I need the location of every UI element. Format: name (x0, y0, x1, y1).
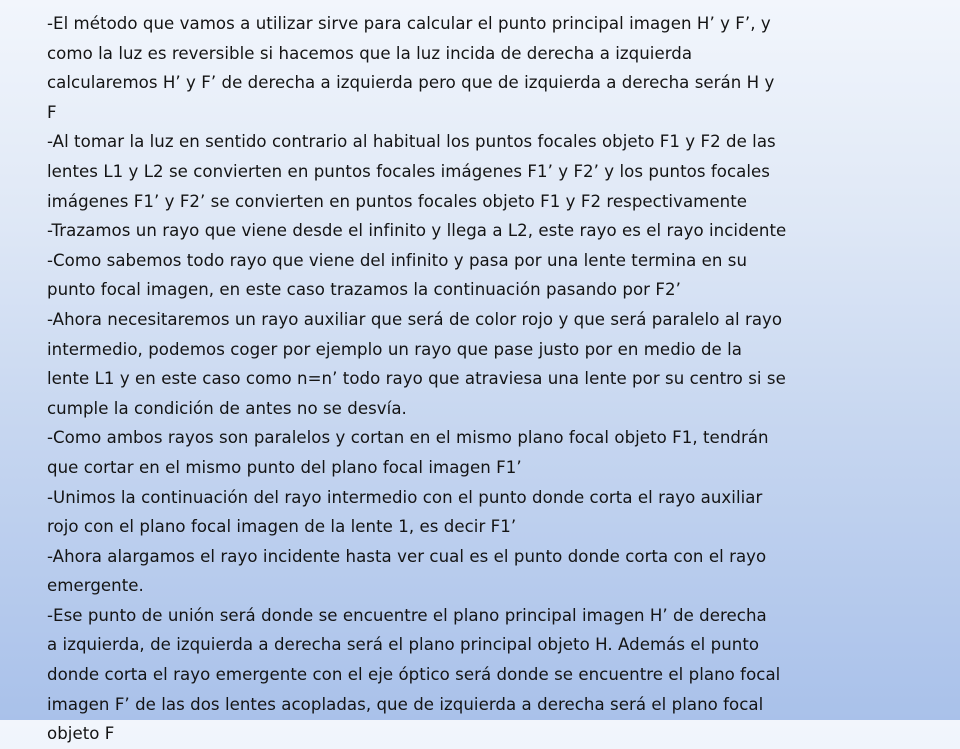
text-line: objeto F (47, 724, 115, 744)
text-line: -Como ambos rayos son paralelos y cortan en el mismo plano focal objeto F1, tendrán (47, 428, 769, 448)
text-line: F (47, 102, 57, 122)
text-line: imagen F’ de las dos lentes acopladas, que de izquierda a derecha será el plano focal (47, 694, 764, 714)
text-line: -Ese punto de unión será donde se encuentre el plano principal imagen H’ de derecha (47, 605, 767, 625)
text-line: como la luz es reversible si hacemos que la luz incida de derecha a izquierda (47, 43, 693, 63)
text-line: -Ahora necesitaremos un rayo auxiliar que será de color rojo y que será paralelo al rayo (47, 309, 783, 329)
text-line: donde corta el rayo emergente con el eje óptico será donde se encuentre el plano focal (47, 665, 781, 685)
slide-body-text (47, 9, 907, 749)
text-line: -Trazamos un rayo que viene desde el infinito y llega a L2, este rayo es el rayo incidente (47, 221, 787, 241)
text-line: a izquierda, de izquierda a derecha será el plano principal objeto H. Además el punto (47, 635, 760, 655)
text-line: -El método que vamos a utilizar sirve para calcular el punto principal imagen H’ y F’, y (47, 14, 771, 33)
text-line: intermedio, podemos coger por ejemplo un rayo que pase justo por en medio de la (47, 339, 743, 359)
text-line: -Unimos la continuación del rayo intermedio con el punto donde corta el rayo auxiliar (47, 487, 763, 507)
text-line: lentes L1 y L2 se convierten en puntos focales imágenes F1’ y F2’ y los puntos focales (47, 161, 770, 181)
text-line: imágenes F1’ y F2’ se convierten en puntos focales objeto F1 y F2 respectivamente (47, 191, 748, 211)
text-line: emergente. (47, 576, 144, 596)
text-line: que cortar en el mismo punto del plano focal imagen F1’ (47, 457, 522, 477)
text-line: -Como sabemos todo rayo que viene del infinito y pasa por una lente termina en su (47, 250, 748, 270)
text-line: cumple la condición de antes no se desvía. (47, 398, 407, 418)
text-line: rojo con el plano focal imagen de la lente 1, es decir F1’ (47, 517, 517, 537)
text-line: calcularemos H’ y F’ de derecha a izquierda pero que de izquierda a derecha serán H y (47, 73, 775, 93)
text-line: -Ahora alargamos el rayo incidente hasta ver cual es el punto donde corta con el rayo (47, 546, 767, 566)
text-line: lente L1 y en este caso como n=n’ todo rayo que atraviesa una lente por su centro si se (47, 369, 786, 389)
text-line: -Al tomar la luz en sentido contrario al habitual los puntos focales objeto F1 y F2 de las (47, 132, 776, 152)
text-line: punto focal imagen, en este caso trazamos la continuación pasando por F2’ (47, 280, 681, 300)
